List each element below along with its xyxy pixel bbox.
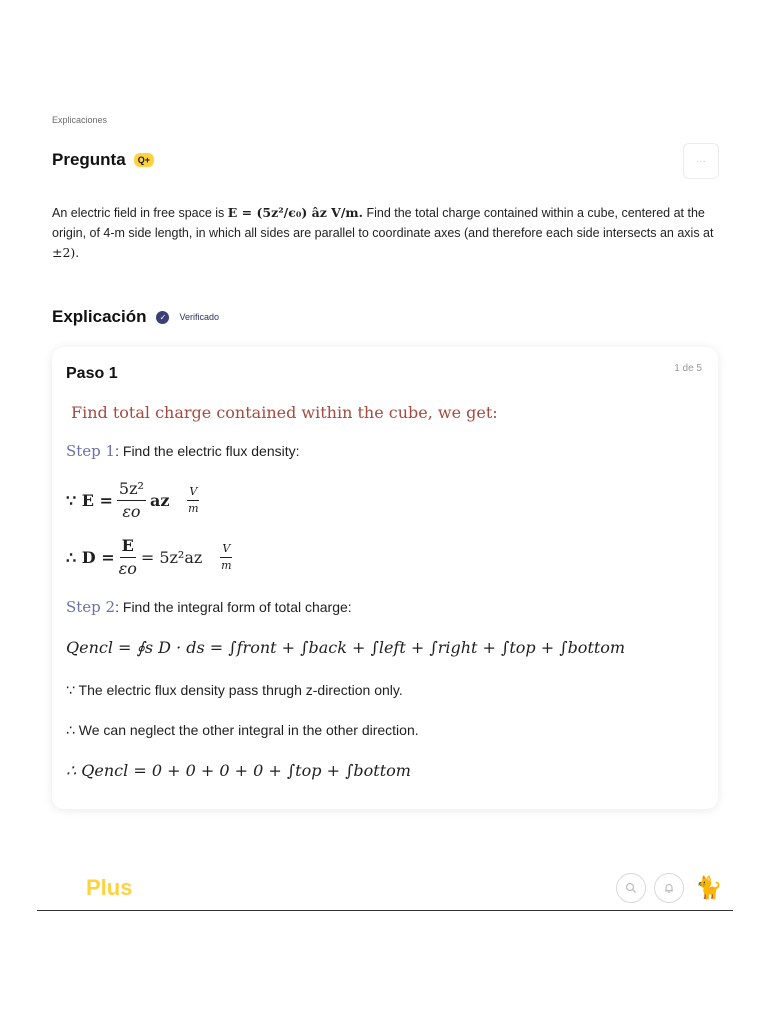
- plus-brand[interactable]: Plus: [86, 875, 133, 900]
- equation-total-charge: Qencl = ∮s D · ds = ∫front + ∫back + ∫left + ∫right + ∫top + ∫bottom: [66, 638, 626, 657]
- equation-reduced-charge: ∴ Qencl = 0 + 0 + 0 + 0 + ∫top + ∫bottom: [66, 761, 411, 780]
- step-pager: 1 de 5: [674, 363, 702, 374]
- search-icon[interactable]: [616, 873, 646, 903]
- equation-e-field: ∵ E = $\frac{\text{5z²}}{\varepsilon o}$ az $\frac{V}{m}$: [66, 479, 199, 521]
- step2-text: : Find the integral form of total charge:: [115, 599, 352, 615]
- fraction: $\frac{\text{5z²}}{\varepsilon o}$: [118, 479, 144, 521]
- question-header: [52, 150, 154, 170]
- more-options-button[interactable]: ···: [683, 143, 719, 179]
- note-flux-direction: ∵ The electric flux density pass thrugh z-direction only.: [66, 682, 403, 698]
- question-text: An electric field in free space is E = (5z²/ϵ₀) âz V/m. Find the total charge contained within a cube, centered at the origin, of 4-m side length, in which all sides are parallel to coordinate axes (and therefore each side intersects an axis at ±2).: [52, 205, 714, 260]
- question-formula: E = (5z²/ϵ₀) âz V/m.: [227, 205, 363, 220]
- step1-label: Step 1: [66, 442, 116, 460]
- fraction: $\frac{E}{\varepsilon o}$: [118, 536, 137, 578]
- explanation-title: Explicación: [52, 307, 147, 326]
- step-card-title: Paso 1: [66, 365, 118, 382]
- q-plus-badge: Q+: [134, 153, 154, 167]
- step1-text: : Find the electric flux density:: [115, 443, 300, 459]
- unit-fraction: $\frac{V}{m}$: [188, 485, 199, 515]
- explanation-header: [52, 307, 219, 327]
- bell-icon[interactable]: [654, 873, 684, 903]
- footer-bar: [37, 860, 733, 911]
- equation-d-field: ∴ D = $\frac{E}{\varepsilon o}$ = 5z²az $\frac{V}{m}$: [66, 536, 232, 578]
- step2-line: [66, 598, 352, 616]
- unit-fraction: $\frac{V}{m}$: [221, 542, 232, 572]
- check-badge-icon: ✓: [156, 311, 169, 324]
- breadcrumb[interactable]: Explicaciones: [52, 115, 108, 125]
- note-neglect-integrals: ∴ We can neglect the other integral in the other direction.: [66, 722, 419, 738]
- step-card: [52, 347, 718, 809]
- cat-avatar-icon[interactable]: 🐈: [695, 875, 723, 900]
- question-title: Pregunta: [52, 150, 126, 169]
- step1-line: [66, 442, 300, 460]
- axis-value: ±2).: [52, 245, 80, 260]
- step-intro: Find total charge contained within the cube, we get:: [71, 403, 498, 422]
- verified-label: Verificado: [179, 312, 220, 322]
- step2-label: Step 2: [66, 598, 116, 616]
